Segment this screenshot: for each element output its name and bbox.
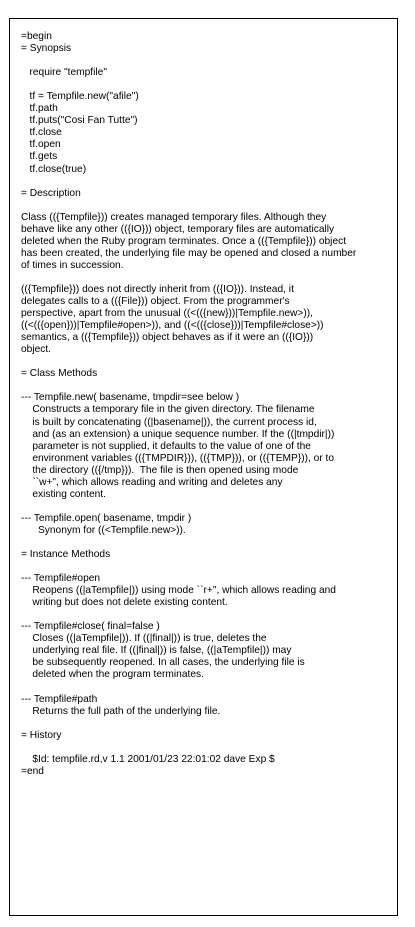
document-line: --- Tempfile#open: [21, 573, 101, 585]
document-line: ``w+", which allows reading and writing and deletes any: [21, 476, 283, 488]
document-line: = Class Methods: [21, 368, 98, 380]
document-line: deleted when the Ruby program terminates. Once a (({Tempfile})) object: [21, 235, 347, 247]
document-line: [21, 718, 397, 730]
document-line: Constructs a temporary file in the given directory. The filename: [21, 404, 315, 416]
document-line: [21, 742, 397, 754]
document-line: deleted when the program terminates.: [21, 669, 204, 681]
document-line: $Id: tempfile.rd,v 1.1 2001/01/23 22:01:02 dave Exp $: [21, 753, 275, 765]
document-line: has been created, the underlying file may be opened and closed a number: [21, 247, 357, 259]
document-line: environment variables (({TMPDIR})), (({TMP})), or (({TEMP})), or to: [21, 452, 335, 464]
document-line: is built by concatenating ((|basename|)), the current process id,: [21, 416, 317, 428]
document-line: [21, 272, 397, 284]
document-line: Reopens ((|aTempfile|)) using mode ``r+", which allows reading and: [21, 585, 336, 597]
document-line: the directory (({/tmp})). The file is then opened using mode: [21, 464, 299, 476]
document-line: semantics, a (({Tempfile})) object behaves as if it were an (({IO})): [21, 332, 314, 344]
document-line: [21, 609, 397, 621]
document-line: tf.path: [21, 103, 58, 115]
document-line: be subsequently reopened. In all cases, the underlying file is: [21, 657, 305, 669]
document-line: parameter is not supplied, it defaults to the value of one of the: [21, 440, 311, 452]
document-line: object.: [21, 344, 52, 356]
document-line: Returns the full path of the underlying file.: [21, 705, 221, 717]
document-line: perspective, apart from the unusual ((<(({new}))|Tempfile.new>)),: [21, 308, 313, 320]
document-line: Class (({Tempfile})) creates managed temporary files. Although they: [21, 211, 327, 223]
document-line: [21, 561, 397, 573]
document-line: = Description: [21, 187, 81, 199]
document-line: = Synopsis: [21, 43, 72, 55]
document-line: delegates calls to a (({File})) object. From the programmer's: [21, 296, 290, 308]
document-line: [21, 79, 397, 91]
document-line: and (as an extension) a unique sequence number. If the ((|tmpdir|)): [21, 428, 335, 440]
document-line: --- Tempfile#path: [21, 693, 98, 705]
document-line: [21, 501, 397, 513]
document-line: tf.open: [21, 139, 61, 151]
document-line: [21, 176, 397, 188]
document-line: [21, 380, 397, 392]
document-line: writing but does not delete existing content.: [21, 597, 228, 609]
document-line: tf.puts("Cosi Fan Tutte"): [21, 115, 138, 127]
document-line: [21, 55, 397, 67]
document-line: underlying real file. If ((|final|)) is false, ((|aTempfile|)) may: [21, 645, 292, 657]
document-line: require "tempfile": [21, 67, 107, 79]
document-line: of times in succession.: [21, 259, 124, 271]
document-text: [10, 19, 397, 778]
document-line: tf.close(true): [21, 163, 87, 175]
document-line: =begin: [21, 31, 52, 42]
document-line: (({Tempfile})) does not directly inherit from (({IO})). Instead, it: [21, 283, 294, 295]
document-line: Synonym for ((<Tempfile.new>)).: [21, 524, 186, 536]
document-line: ((<(({open}))|Tempfile#open>)), and ((<(({close}))|Tempfile#close>)): [21, 320, 324, 332]
document-line: [21, 682, 397, 694]
document-line: Closes ((|aTempfile|)). If ((|final|)) is true, deletes the: [21, 633, 267, 645]
document-line: [21, 537, 397, 549]
document-frame: [9, 18, 398, 916]
document-line: behave like any other (({IO})) object, temporary files are automatically: [21, 223, 335, 235]
document-line: --- Tempfile.open( basename, tmpdir ): [21, 512, 192, 524]
document-line: =end: [21, 765, 44, 777]
document-line: = History: [21, 729, 62, 741]
document-line: tf.gets: [21, 151, 58, 163]
document-line: tf.close: [21, 127, 62, 139]
document-line: existing content.: [21, 488, 106, 500]
document-line: [21, 356, 397, 368]
document-line: = Instance Methods: [21, 549, 111, 561]
document-line: tf = Tempfile.new("afile"): [21, 91, 139, 103]
document-line: --- Tempfile.new( basename, tmpdir=see below ): [21, 392, 240, 404]
document-line: [21, 200, 397, 212]
document-line: --- Tempfile#close( final=false ): [21, 621, 160, 633]
